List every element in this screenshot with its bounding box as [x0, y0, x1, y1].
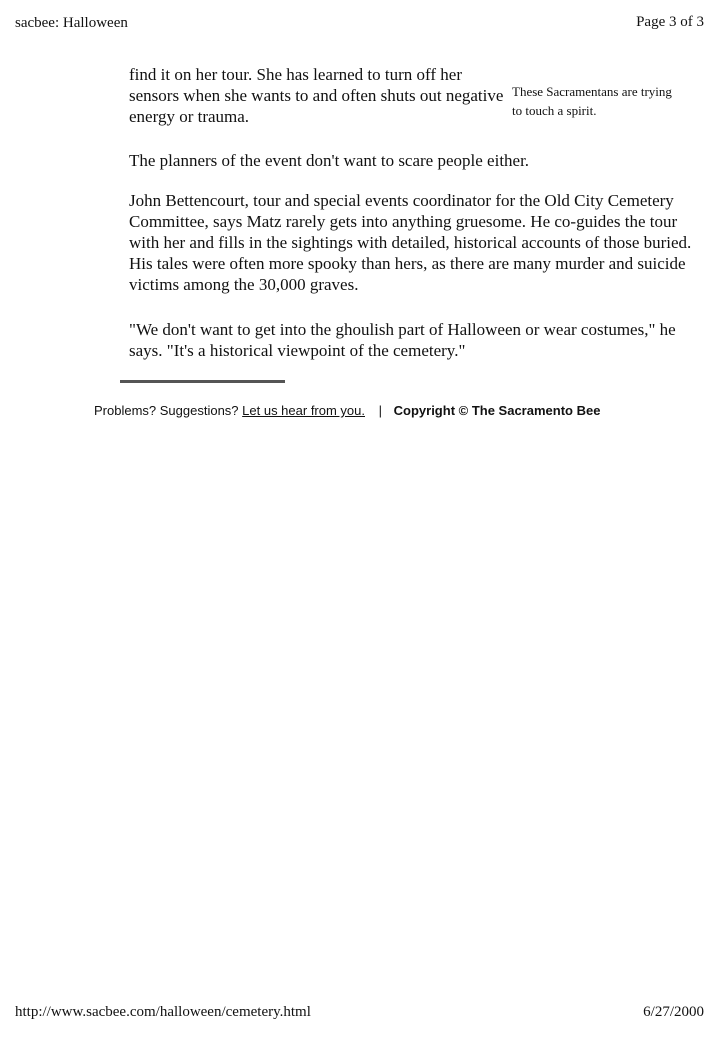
feedback-separator: | — [378, 403, 383, 418]
article-paragraph-3: John Bettencourt, tour and special events coordinator for the Old City Cemetery Committee, says Matz rarely gets into anything gruesome. He co-guides the tour with her and fills in the sightings with detailed, historical accounts of those buried. His tales were often more spooky than hers, as there are many murder and suicide victims among the 30,000 graves. — [129, 191, 692, 294]
article-paragraph-2: The planners of the event don't want to scare people either. — [129, 151, 530, 170]
feedback-bar — [94, 403, 600, 418]
photo-caption: These Sacramentans are trying to touch a spirit. — [512, 84, 672, 118]
feedback-prompt: Problems? Suggestions? — [94, 403, 239, 418]
page-url: http://www.sacbee.com/halloween/cemetery.html — [15, 1004, 311, 1020]
page-indicator: Page 3 of 3 — [636, 14, 704, 30]
feedback-link[interactable]: Let us hear from you. — [242, 403, 365, 418]
print-date: 6/27/2000 — [643, 1004, 704, 1020]
article-paragraph-4: "We don't want to get into the ghoulish part of Halloween or wear costumes," he says. "It's a historical viewpoint of the cemetery." — [129, 320, 676, 360]
section-divider — [120, 380, 285, 383]
article-paragraph-1: find it on her tour. She has learned to turn off her sensors when she wants to and often shuts out negative energy or trauma. — [129, 65, 504, 126]
site-title: sacbee: Halloween — [15, 15, 128, 31]
copyright-notice: Copyright © The Sacramento Bee — [393, 403, 601, 418]
